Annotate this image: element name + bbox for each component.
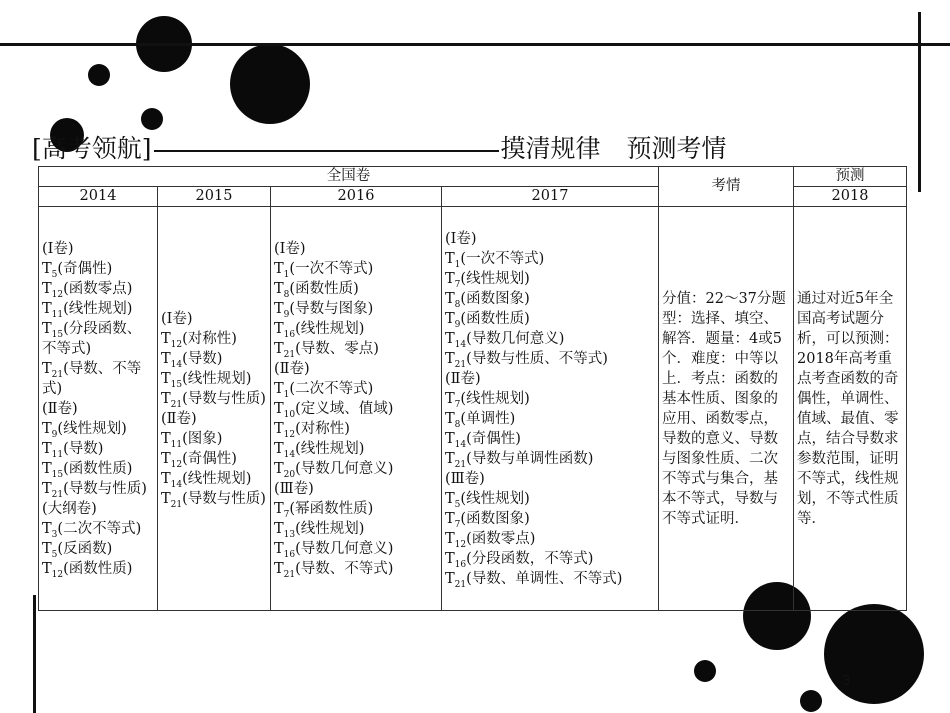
question-topic: (奇偶性) [182,450,237,467]
question-item [161,429,267,449]
question-item [161,309,267,329]
question-item [445,509,655,529]
question-letter: T [445,350,455,367]
question-topic: (二次不等式) [57,520,142,537]
question-number: 9 [51,429,58,440]
kaoqing-text: 分值：22～37分题型：选择、填空、解答．题量：4或5个．难度：中等以上．考点：函数的基本性质、图象的应用、函数零点，导数的意义、导数与图象性质、二次不等式与集合，基本不等式，导数与不等式证明． [662,290,786,527]
question-topic: (线性规划) [295,320,365,337]
question-item [161,349,267,369]
question-item [161,449,267,469]
question-letter: T [445,310,455,327]
question-letter: T [274,260,284,277]
question-topic: (反函数) [57,540,113,557]
question-number: 11 [170,439,183,450]
decor-vertical-line [918,12,921,192]
yuce-year-header: 2018 [794,187,907,207]
question-item [445,349,655,369]
question-number: 8 [454,419,461,430]
question-number: 12 [454,539,467,550]
question-item [445,449,655,469]
question-number: 7 [454,399,461,410]
question-item [445,269,655,289]
question-topic: (导数几何意义) [295,540,394,557]
question-topic: (导数几何意义) [466,330,565,347]
question-topic: (一次不等式) [460,250,545,267]
question-topic: (Ⅰ卷) [42,240,74,257]
question-topic: (线性规划) [63,300,133,317]
year-2017-cell [442,207,659,611]
question-topic: (导数与性质) [182,390,266,407]
question-number: 12 [170,459,183,470]
question-item [42,299,154,319]
group-header: 全国卷 [39,167,659,187]
question-letter: T [42,480,52,497]
page-number: 3 [842,672,851,689]
decor-dot [141,108,163,130]
heading-part1: 摸清规律 [500,134,601,163]
yuce-text: 通过对近5年全国高考试题分析，可以预测：2018年高考重点考查函数的奇偶性，单调性、值域、最值、零点，结合导数求参数范围，证明不等式，线性规划，不等式性质等． [797,290,899,527]
question-item [445,569,655,589]
question-item [445,549,655,569]
question-topic: (大纲卷) [42,500,97,517]
question-number: 12 [170,339,183,350]
question-number: 15 [51,469,64,480]
question-topic: (对称性) [182,330,237,347]
question-topic: (函数零点) [466,530,536,547]
question-number: 14 [454,439,467,450]
question-item [445,229,655,249]
question-letter: T [445,550,455,567]
question-item [274,259,438,279]
question-number: 7 [454,519,461,530]
question-item [42,359,154,399]
question-item [42,239,154,259]
question-item [274,359,438,379]
question-letter: T [445,450,455,467]
question-item [161,409,267,429]
question-item [274,559,438,579]
question-item [42,559,154,579]
question-item [274,539,438,559]
question-letter: T [161,430,171,447]
question-topic: (奇偶性) [57,260,113,277]
question-topic: (线性规划) [460,270,530,287]
question-number: 12 [283,429,296,440]
question-letter: T [161,490,171,507]
question-number: 21 [51,369,64,380]
question-topic: (Ⅱ卷) [274,360,310,377]
question-item [161,389,267,409]
decor-dot [824,604,924,704]
question-letter: T [274,420,284,437]
question-topic: (导数与单调性函数) [466,450,594,467]
question-letter: T [42,440,52,457]
question-letter: T [161,450,171,467]
question-number: 14 [454,339,467,350]
question-topic: (图象) [182,430,223,447]
question-topic: (Ⅲ卷) [445,470,485,487]
question-letter: T [42,460,52,477]
question-item [274,279,438,299]
question-topic: (单调性) [460,410,516,427]
question-topic: (Ⅱ卷) [445,370,481,387]
question-topic: (奇偶性) [466,430,521,447]
question-number: 10 [283,409,296,420]
year-2015-cell [158,207,271,611]
question-item [445,309,655,329]
question-item [274,439,438,459]
question-letter: T [42,420,52,437]
question-number: 9 [454,319,461,330]
question-item [42,539,154,559]
question-item [445,249,655,269]
question-topic: (线性规划) [182,370,252,387]
question-number: 3 [51,529,58,540]
question-item [42,459,154,479]
question-topic: (对称性) [295,420,350,437]
question-topic: (分段函数、不等式) [42,320,142,357]
question-letter: T [445,490,455,507]
question-letter: T [274,340,284,357]
question-letter: T [445,330,455,347]
question-item [161,329,267,349]
question-topic: (定义域、值域) [295,400,394,417]
question-item [161,469,267,489]
question-topic: (线性规划) [57,420,127,437]
question-topic: (导数、不等式) [295,560,394,577]
question-topic: (导数、不等式) [42,360,142,397]
question-number: 21 [170,399,183,410]
question-letter: T [274,380,284,397]
question-item [161,489,267,509]
question-letter: T [42,360,52,377]
question-topic: (导数) [63,440,104,457]
question-number: 21 [170,499,183,510]
question-letter: T [42,320,52,337]
question-letter: T [42,260,52,277]
question-letter: T [161,350,171,367]
question-topic: (函数图象) [460,510,530,527]
question-number: 16 [454,559,467,570]
question-topic: (导数与性质、不等式) [466,350,608,367]
question-number: 20 [283,469,296,480]
year-2014-cell [39,207,158,611]
question-number: 21 [454,359,467,370]
question-number: 12 [51,289,64,300]
question-number: 9 [283,309,290,320]
question-item [274,519,438,539]
question-letter: T [445,410,455,427]
question-topic: (线性规划) [182,470,252,487]
decor-vertical-line [33,595,36,713]
question-number: 8 [454,299,461,310]
question-item [274,479,438,499]
question-number: 14 [170,479,183,490]
question-item [445,389,655,409]
question-topic: (导数与性质) [182,490,266,507]
question-item [42,419,154,439]
question-letter: T [274,540,284,557]
question-letter: T [445,430,455,447]
question-item [274,499,438,519]
question-topic: (函数图象) [460,290,530,307]
question-number: 15 [170,379,183,390]
question-number: 5 [51,549,58,560]
decor-dot [800,690,822,712]
question-topic: (Ⅰ卷) [161,310,193,327]
question-topic: (函数性质) [289,280,359,297]
kaoqing-header: 考情 [659,167,794,207]
question-number: 7 [454,279,461,290]
question-letter: T [445,390,455,407]
question-item [445,369,655,389]
yuce-cell [794,207,907,611]
question-letter: T [161,390,171,407]
question-item [274,419,438,439]
question-letter: T [274,320,284,337]
year-header: 2014 [39,187,158,207]
question-number: 16 [283,329,296,340]
question-number: 11 [51,309,64,320]
question-item [274,239,438,259]
question-letter: T [274,520,284,537]
question-letter: T [161,370,171,387]
question-letter: T [42,280,52,297]
question-number: 7 [283,509,290,520]
decor-dot [230,44,310,124]
question-item [42,279,154,299]
question-item [161,369,267,389]
question-item [445,529,655,549]
question-letter: T [445,270,455,287]
question-item [274,339,438,359]
question-item [274,319,438,339]
question-item [445,329,655,349]
year-2016-cell [271,207,442,611]
question-topic: (导数几何意义) [295,460,394,477]
question-topic: (线性规划) [295,520,365,537]
question-topic: (函数性质) [460,310,530,327]
question-topic: (幂函数性质) [289,500,374,517]
question-letter: T [42,560,52,577]
question-letter: T [445,570,455,587]
question-topic: (函数性质) [63,560,133,577]
question-letter: T [445,510,455,527]
question-letter: T [274,300,284,317]
question-item [42,399,154,419]
question-topic: (Ⅰ卷) [445,230,477,247]
year-header: 2017 [442,187,659,207]
question-item [42,319,154,359]
question-letter: T [274,560,284,577]
question-topic: (Ⅱ卷) [42,400,78,417]
question-letter: T [445,250,455,267]
question-topic: (导数) [182,350,223,367]
question-item [445,469,655,489]
question-number: 21 [454,579,467,590]
yuce-header: 预测 [794,167,907,187]
question-number: 16 [283,549,296,560]
question-letter: T [42,540,52,557]
question-number: 8 [283,289,290,300]
question-item [274,379,438,399]
kaoqing-cell [659,207,794,611]
question-topic: (线性规划) [460,390,530,407]
question-topic: (二次不等式) [289,380,374,397]
question-topic: (函数性质) [63,460,133,477]
question-topic: (一次不等式) [289,260,374,277]
question-number: 21 [454,459,467,470]
question-number: 12 [51,569,64,580]
question-topic: (函数零点) [63,280,133,297]
heading-bracket-title: [高考领航] [32,134,152,163]
question-number: 21 [51,489,64,500]
question-letter: T [42,520,52,537]
heading-dash [154,150,499,152]
year-header: 2016 [271,187,442,207]
question-topic: (导数、单调性、不等式) [466,570,623,587]
question-item [274,399,438,419]
question-number: 11 [51,449,64,460]
question-letter: T [445,290,455,307]
question-topic: (Ⅰ卷) [274,240,306,257]
question-item [445,489,655,509]
question-number: 14 [170,359,183,370]
exam-analysis-table [38,166,907,611]
question-number: 15 [51,329,64,340]
question-topic: (导数与性质) [63,480,147,497]
question-topic: (Ⅱ卷) [161,410,197,427]
question-letter: T [274,500,284,517]
question-letter: T [161,330,171,347]
question-topic: (导数与图象) [289,300,374,317]
question-item [42,519,154,539]
question-letter: T [274,460,284,477]
question-number: 1 [283,389,290,400]
question-topic: (分段函数，不等式) [466,550,594,567]
question-number: 21 [283,569,296,580]
question-topic: (导数、零点) [295,340,379,357]
question-item [274,459,438,479]
section-heading [32,132,727,166]
question-number: 5 [51,269,58,280]
question-number: 21 [283,349,296,360]
question-item [445,409,655,429]
decor-dot [694,660,716,682]
question-topic: (线性规划) [295,440,365,457]
question-letter: T [274,280,284,297]
question-number: 1 [283,269,290,280]
question-topic: (Ⅲ卷) [274,480,314,497]
question-item [445,429,655,449]
question-item [274,299,438,319]
question-item [42,439,154,459]
question-number: 14 [283,449,296,460]
year-header: 2015 [158,187,271,207]
decor-dot [88,64,110,86]
question-letter: T [445,530,455,547]
question-item [42,479,154,499]
question-item [42,499,154,519]
question-letter: T [274,400,284,417]
question-letter: T [161,470,171,487]
question-number: 5 [454,499,461,510]
question-letter: T [42,300,52,317]
question-number: 13 [283,529,296,540]
question-number: 1 [454,259,461,270]
question-item [42,259,154,279]
decor-horizontal-line [0,43,950,46]
heading-part2: 预测考情 [626,134,727,163]
question-topic: (线性规划) [460,490,530,507]
question-letter: T [274,440,284,457]
question-item [445,289,655,309]
